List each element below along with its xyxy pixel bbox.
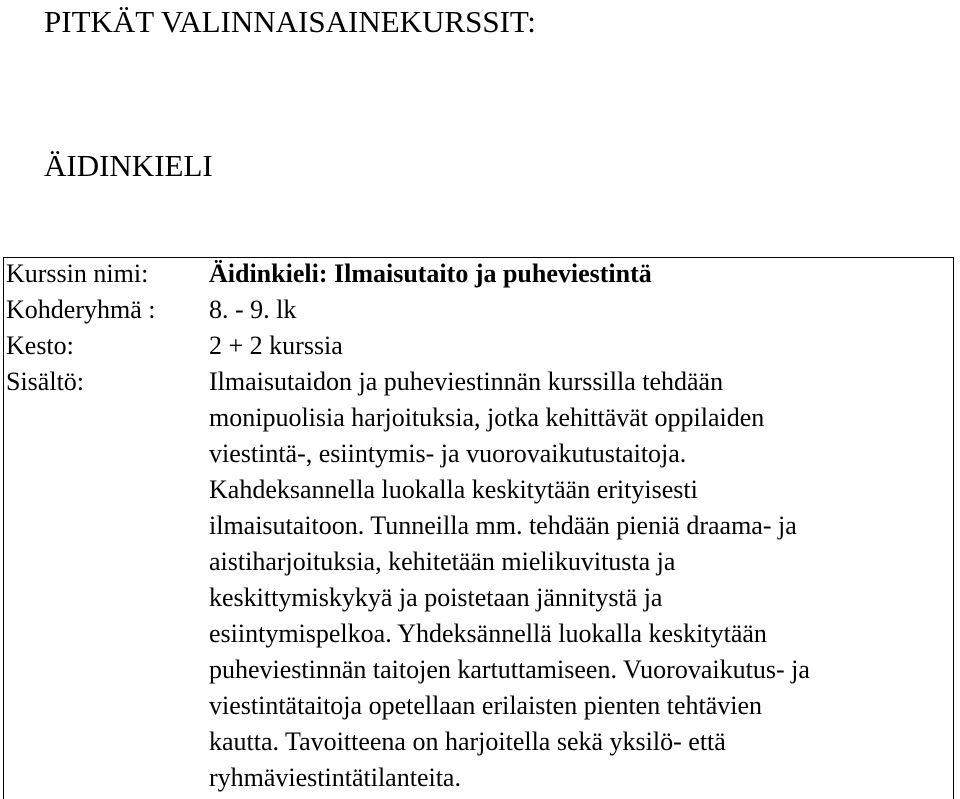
content-line: Kahdeksannella luokalla keskitytään erityisesti [209, 475, 698, 504]
content-line: aistiharjoituksia, kehitetään mielikuvitusta ja [209, 547, 676, 576]
duration-value: 2 + 2 kurssia [209, 331, 343, 360]
content-line: ryhmäviestintätilanteita. [209, 763, 461, 792]
course-name-label: Kurssin nimi: [6, 259, 149, 288]
content-line: esiintymispelkoa. Yhdeksännellä luokalla keskitytään [209, 619, 767, 648]
target-group-value: 8. - 9. lk [209, 295, 297, 324]
content-line: kautta. Tavoitteena on harjoitella sekä yksilö- että [209, 727, 726, 756]
subject-heading: ÄIDINKIELI [44, 148, 213, 183]
content-line: monipuolisia harjoituksia, jotka kehittävät oppilaiden [209, 403, 765, 432]
content-line: keskittymiskykyä ja poistetaan jännitystä ja [209, 583, 663, 612]
content-label: Sisältö: [6, 367, 85, 396]
content-line: viestintä-, esiintymis- ja vuorovaikutustaitoja. [209, 439, 687, 468]
page-title: PITKÄT VALINNAISAINEKURSSIT: [44, 4, 536, 39]
content-line: puheviestinnän taitojen kartuttamiseen. Vuorovaikutus- ja [209, 655, 810, 684]
target-group-label: Kohderyhmä : [6, 295, 156, 324]
content-line: ilmaisutaitoon. Tunneilla mm. tehdään pieniä draama- ja [209, 511, 797, 540]
duration-label: Kesto: [6, 331, 74, 360]
content-line: viestintätaitoja opetellaan erilaisten pienten tehtävien [209, 691, 763, 720]
course-name-value: Äidinkieli: Ilmaisutaito ja puheviestintä [209, 259, 652, 288]
content-line: Ilmaisutaidon ja puheviestinnän kurssilla tehdään [209, 367, 724, 396]
